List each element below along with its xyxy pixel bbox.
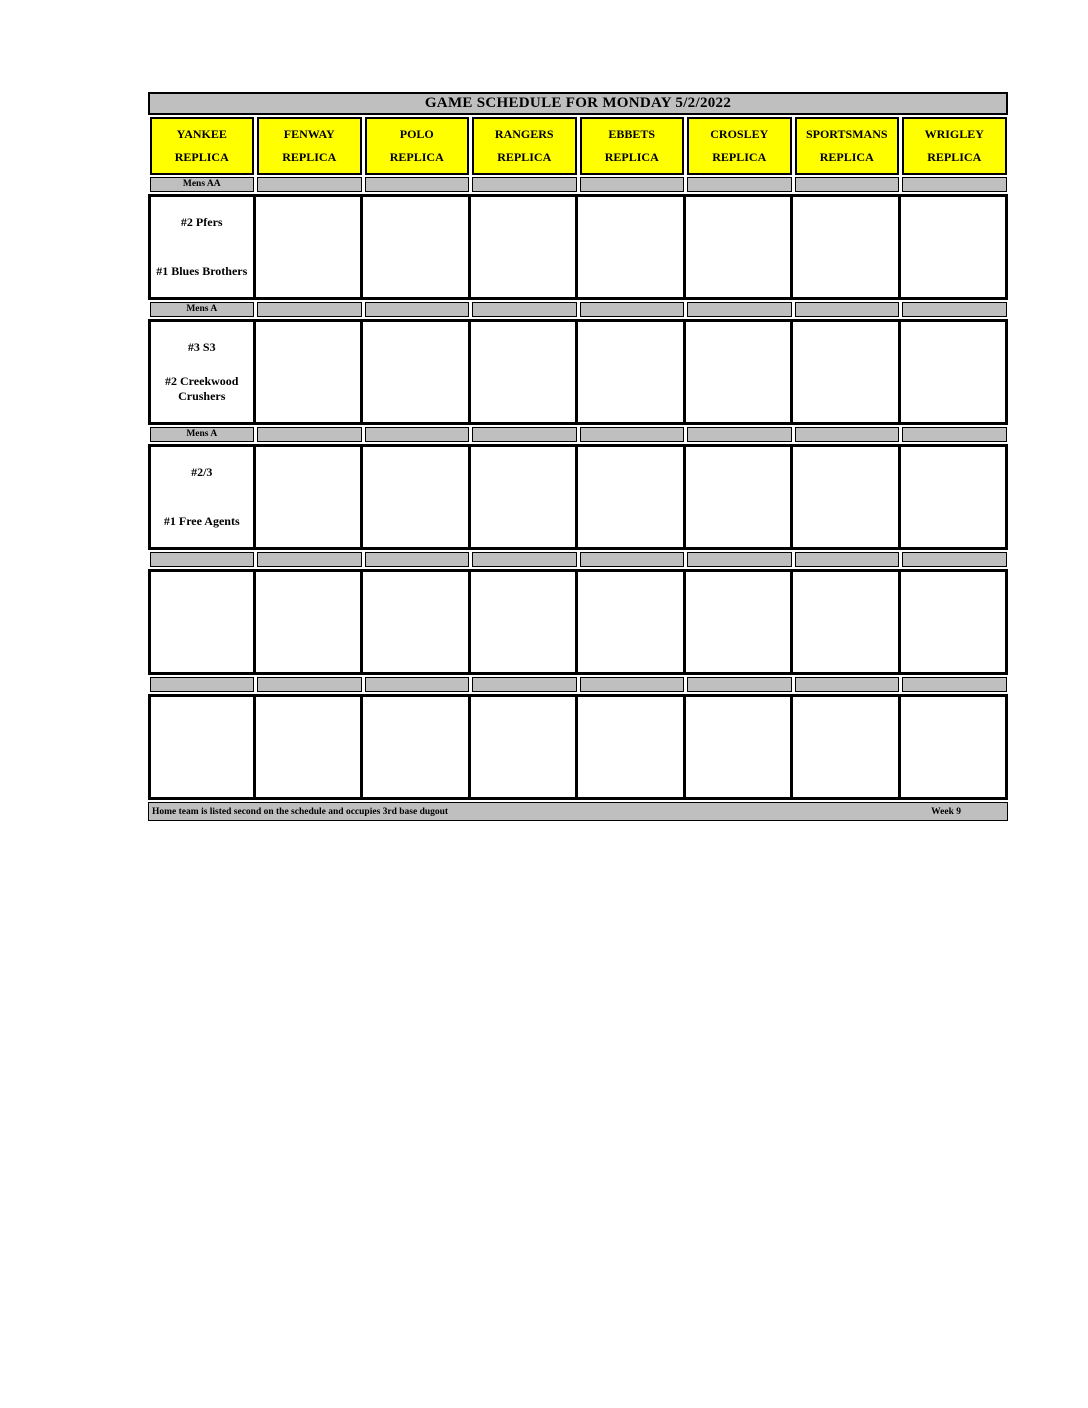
schedule-cell <box>256 444 364 550</box>
division-band-cell <box>257 677 362 692</box>
away-team: #3 S3 <box>187 340 216 354</box>
venue-header-polo <box>365 117 470 175</box>
division-band-cell <box>795 552 900 567</box>
matchup-cell <box>148 444 256 550</box>
schedule-cell <box>363 319 471 425</box>
division-band-cell <box>687 677 792 692</box>
division-band-cell <box>365 302 470 317</box>
venue-name: WRIGLEY <box>924 127 984 142</box>
division-band-cell <box>580 427 685 442</box>
schedule-cell <box>471 194 579 300</box>
division-label: Mens A <box>150 427 255 442</box>
schedule-cell <box>471 694 579 800</box>
schedule-cell <box>256 319 364 425</box>
division-band-cell <box>257 427 362 442</box>
division-band-cell <box>257 552 362 567</box>
schedule-cell <box>686 694 794 800</box>
division-band-cell <box>472 427 577 442</box>
division-band-cell <box>795 177 900 192</box>
venue-sub: REPLICA <box>712 149 767 164</box>
division-band-cell <box>795 302 900 317</box>
schedule-cell <box>256 194 364 300</box>
schedule-cell <box>901 569 1009 675</box>
schedule-cell <box>578 569 686 675</box>
matchup-cell <box>148 694 256 800</box>
division-band-row <box>148 302 1008 317</box>
division-band-cell <box>902 427 1007 442</box>
venue-header-rangers <box>472 117 577 175</box>
away-team: #2 Pfers <box>180 215 223 229</box>
schedule-cell <box>578 194 686 300</box>
venue-name: FENWAY <box>283 127 335 142</box>
venue-sub: REPLICA <box>389 149 444 164</box>
division-band-cell <box>365 552 470 567</box>
schedule-row <box>148 319 1008 425</box>
schedule-row <box>148 694 1008 800</box>
venue-sub: REPLICA <box>604 149 659 164</box>
division-band-row <box>148 427 1008 442</box>
division-band-cell <box>902 177 1007 192</box>
venue-header-fenway <box>257 117 362 175</box>
division-label: Mens AA <box>150 177 255 192</box>
schedule-cell <box>793 569 901 675</box>
schedule-cell <box>793 319 901 425</box>
matchup-cell <box>148 319 256 425</box>
division-band-cell <box>365 677 470 692</box>
schedule-cell <box>793 444 901 550</box>
schedule-cell <box>793 694 901 800</box>
division-band-cell <box>580 302 685 317</box>
schedule-cell <box>471 444 579 550</box>
schedule-cell <box>471 569 579 675</box>
venue-sub: REPLICA <box>927 149 982 164</box>
division-band-cell <box>472 302 577 317</box>
schedule-cell <box>256 569 364 675</box>
schedule-cell <box>901 444 1009 550</box>
division-band-cell <box>472 177 577 192</box>
schedule-cell <box>578 319 686 425</box>
schedule-cell <box>471 319 579 425</box>
division-band-cell <box>365 427 470 442</box>
venue-name: CROSLEY <box>710 127 769 142</box>
away-team: #2/3 <box>191 465 213 479</box>
matchup-cell <box>148 569 256 675</box>
home-team: #2 Creekwood Crushers <box>165 374 239 403</box>
division-band-cell <box>902 552 1007 567</box>
schedule-cell <box>363 694 471 800</box>
schedule-cell <box>686 319 794 425</box>
week-label: Week 9 <box>931 806 961 817</box>
schedule-cell <box>578 694 686 800</box>
schedule-cell <box>256 694 364 800</box>
division-band-cell <box>902 677 1007 692</box>
division-band-cell <box>580 177 685 192</box>
schedule-row <box>148 194 1008 300</box>
schedule-cell <box>578 444 686 550</box>
division-band-cell <box>687 177 792 192</box>
venue-sub: REPLICA <box>497 149 552 164</box>
footer-bar <box>148 802 1008 821</box>
matchup-cell <box>148 194 256 300</box>
venue-name: YANKEE <box>176 127 227 142</box>
schedule-cell <box>686 569 794 675</box>
schedule-cell <box>901 694 1009 800</box>
home-team: #1 Free Agents <box>163 514 240 528</box>
division-label: Mens A <box>150 302 255 317</box>
schedule-cell <box>901 319 1009 425</box>
division-label <box>150 552 255 567</box>
schedule-cell <box>793 194 901 300</box>
division-band-cell <box>580 552 685 567</box>
venue-name: SPORTSMANS <box>805 127 888 142</box>
schedule-cell <box>363 444 471 550</box>
division-band-cell <box>257 177 362 192</box>
venue-header-sportsmans <box>795 117 900 175</box>
venue-header-row <box>148 117 1008 175</box>
division-band-cell <box>902 302 1007 317</box>
schedule-cell <box>686 444 794 550</box>
division-label <box>150 677 255 692</box>
venue-sub: REPLICA <box>174 149 229 164</box>
schedule-cell <box>363 194 471 300</box>
schedule-row <box>148 444 1008 550</box>
division-band-cell <box>687 552 792 567</box>
division-band-cell <box>365 177 470 192</box>
division-band-cell <box>472 552 577 567</box>
venue-sub: REPLICA <box>282 149 337 164</box>
division-band-cell <box>687 427 792 442</box>
venue-name: POLO <box>399 127 434 142</box>
home-team: #1 Blues Brothers <box>156 264 248 278</box>
venue-header-wrigley <box>902 117 1007 175</box>
footer-note: Home team is listed second on the schedule and occupies 3rd base dugout <box>152 806 449 817</box>
venue-header-ebbets <box>580 117 685 175</box>
division-band-row <box>148 552 1008 567</box>
venue-header-yankee <box>150 117 255 175</box>
division-band-row <box>148 177 1008 192</box>
schedule-cell <box>901 194 1009 300</box>
schedule-title: GAME SCHEDULE FOR MONDAY 5/2/2022 <box>148 92 1008 115</box>
venue-header-crosley <box>687 117 792 175</box>
division-band-cell <box>795 677 900 692</box>
division-band-row <box>148 677 1008 692</box>
venue-name: RANGERS <box>494 127 554 142</box>
division-band-cell <box>580 677 685 692</box>
division-band-cell <box>257 302 362 317</box>
game-schedule-table <box>148 92 1008 821</box>
schedule-cell <box>686 194 794 300</box>
division-band-cell <box>795 427 900 442</box>
division-band-cell <box>472 677 577 692</box>
venue-name: EBBETS <box>608 127 656 142</box>
venue-sub: REPLICA <box>819 149 874 164</box>
schedule-row <box>148 569 1008 675</box>
division-band-cell <box>687 302 792 317</box>
schedule-cell <box>363 569 471 675</box>
